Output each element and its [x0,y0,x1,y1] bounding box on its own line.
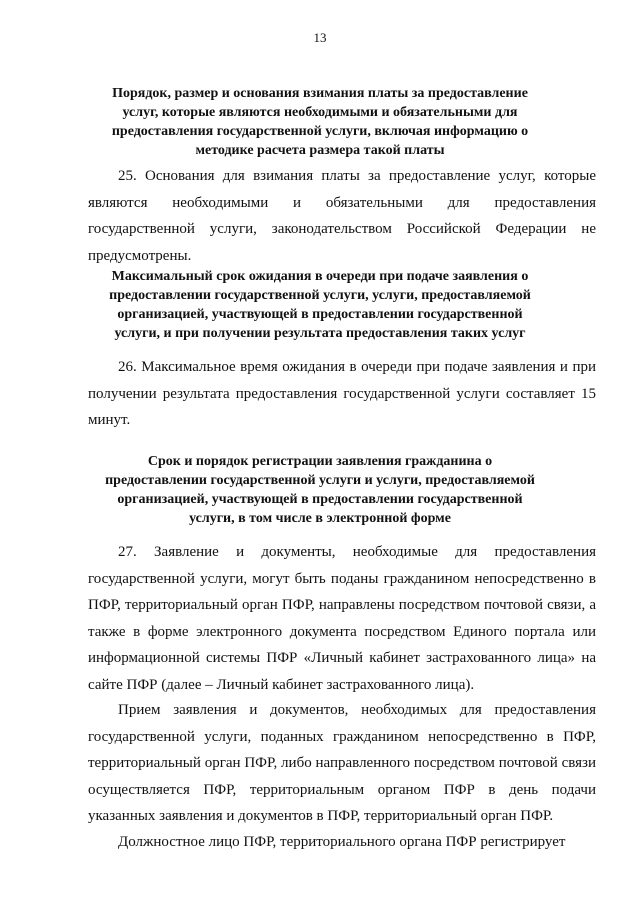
paragraph-27: 27. Заявление и документы, необходимые для предоставления государственной услуги, могут быть поданы гражданином непосредственно в ПФР, территориальный орган ПФР, направлены посредством почтовой связи, а также в форме электронного документа посредством Единого портала или информационной системы ПФР «Личный кабинет застрахованного лица» на сайте ПФР (далее – Личный кабинет застрахованного лица). [88,544,596,693]
page-number: 13 [313,30,327,45]
section-heading-payment: Порядок, размер и основания взимания платы за предоставление услуг, которые являются необходимыми и обязательными для предоставления государственной услуги, включая информацию о методике расчета размера такой платы [111,86,529,158]
paragraph-25: 25. Основания для взимания платы за предоставление услуг, которые являются необходимыми и обязательными для предоставления государственной услуги, законодательством Российской Федерации не предусмотрены. [88,168,596,264]
paragraph-26: 26. Максимальное время ожидания в очереди при подаче заявления и при получении результата предоставления государственной услуги составляет 15 минут. [88,359,596,428]
section-heading-queue-time: Максимальный срок ожидания в очереди при подаче заявления о предоставлении государственной услуги, услуги, предоставляемой организацией, участвующей в предоставлении государственной услуги, и при получении результата предоставления таких услуг [109,269,531,341]
paragraph-official: Должностное лицо ПФР, территориального органа ПФР регистрирует [118,834,566,850]
section-heading-registration: Срок и порядок регистрации заявления гражданина о предоставлении государственной услуги и услуги, предоставляемой организацией, участвующей в предоставлении государственной услуги, в том числе в электронной форме [105,454,535,526]
paragraph-reception: Прием заявления и документов, необходимых для предоставления государственной услуги, поданных гражданином непосредственно в ПФР, территориальный орган ПФР, либо направленного посредством почтовой связи осуществляется ПФР, территориальным органом ПФР в день подачи указанных заявления и документов в ПФР, территориальный орган ПФР. [88,702,596,824]
